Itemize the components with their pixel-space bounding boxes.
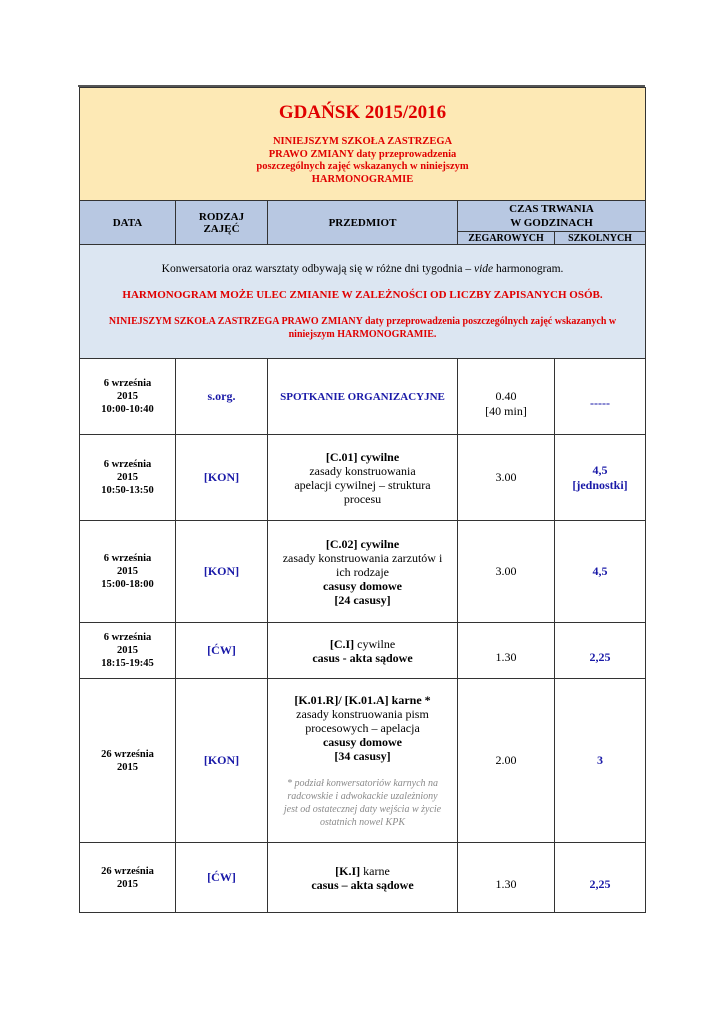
homework-count: [34 casusy] xyxy=(334,748,391,763)
row-school: 2,25 xyxy=(555,623,646,679)
info-text: harmonogram. xyxy=(493,262,564,275)
subject-line: zasady konstruowania xyxy=(309,463,416,478)
table-row xyxy=(80,521,646,623)
subject-line: procesowych – apelacja xyxy=(305,720,420,735)
subject-line: ich rodzaje xyxy=(336,564,389,579)
time-range: 10:00-10:40 xyxy=(101,404,154,415)
row-clock: 1.30 xyxy=(458,623,555,679)
info-reservation xyxy=(86,315,639,341)
title-note xyxy=(80,136,645,186)
time-range: 10:50-13:50 xyxy=(101,485,154,496)
table-row xyxy=(80,843,646,913)
row-subject xyxy=(268,843,458,913)
table-row xyxy=(80,435,646,521)
date-line: 26 września xyxy=(101,748,154,760)
subject-line: procesu xyxy=(343,491,382,506)
date-line: 2015 xyxy=(117,472,138,483)
row-date xyxy=(80,521,176,623)
row-date xyxy=(80,843,176,913)
row-clock: 3.00 xyxy=(458,435,555,521)
date-line: 2015 xyxy=(117,566,138,577)
header-subject: PRZEDMIOT xyxy=(268,201,458,245)
header-clock: ZEGAROWYCH xyxy=(458,232,555,245)
title-note-line: PRAWO ZMIANY daty przeprowadzenia xyxy=(268,148,457,160)
subject-line: apelacji cywilnej – struktura xyxy=(294,477,431,492)
case-label: casus – akta sądowe xyxy=(311,877,414,892)
header-school: SZKOLNYCH xyxy=(555,232,646,245)
date-line: 6 września xyxy=(103,378,152,389)
date-line: 6 września xyxy=(103,553,152,564)
case-label: casus - akta sądowe xyxy=(312,650,413,665)
footnote-line: ostatnich nowel KPK xyxy=(320,816,405,828)
header-kind: RODZAJ ZAJĘĆ xyxy=(176,201,268,245)
title-note-line: NINIEJSZYM SZKOŁA ZASTRZEGA xyxy=(272,136,453,147)
row-school xyxy=(555,435,646,521)
row-clock: 2.00 xyxy=(458,679,555,843)
date-line: 2015 xyxy=(117,878,138,890)
title-note-line: poszczególnych zajęć wskazanych w niniejszym xyxy=(256,161,469,172)
homework-label: casusy domowe xyxy=(322,734,402,749)
school-value: 4,5 xyxy=(592,462,608,477)
subject-line: zasady konstruowania pism xyxy=(296,706,429,721)
time-range: 15:00-18:00 xyxy=(101,579,154,590)
header-duration-line: W GODZINACH xyxy=(510,217,593,229)
subject-line: zasady konstruowania zarzutów i xyxy=(282,550,443,565)
row-subject xyxy=(268,435,458,521)
page-title: GDAŃSK 2015/2016 xyxy=(278,102,447,123)
row-school: 3 xyxy=(555,679,646,843)
info-warning: HARMONOGRAM MOŻE ULEC ZMIANIE W ZALEŻNOŚCI OD LICZBY ZAPISANYCH OSÓB. xyxy=(122,288,603,301)
date-line: 2015 xyxy=(117,761,138,773)
row-kind: s.org. xyxy=(176,359,268,435)
row-subject xyxy=(268,679,458,843)
footnote-line: * podział konwersatoriów karnych na xyxy=(286,777,439,789)
row-clock: 3.00 xyxy=(458,521,555,623)
row-kind: [KON] xyxy=(176,679,268,843)
row-date xyxy=(80,679,176,843)
footnote xyxy=(272,777,453,829)
row-date xyxy=(80,359,176,435)
title-block xyxy=(80,88,646,201)
clock-value: 0.40 xyxy=(495,388,517,403)
date-line: 6 września xyxy=(103,632,152,643)
info-emphasis: vide xyxy=(473,262,494,275)
row-school: 2,25 xyxy=(555,843,646,913)
row-kind: [KON] xyxy=(176,521,268,623)
subject-code-rest: cywilne xyxy=(354,636,396,651)
table-row xyxy=(80,679,646,843)
info-block xyxy=(80,245,646,359)
header-date: DATA xyxy=(80,201,176,245)
info-reservation-line: NINIEJSZYM SZKOŁA ZASTRZEGA PRAWO ZMIANY daty przeprowadzenia poszczególnych zajęć wskazanych w xyxy=(108,315,617,327)
row-school: 4,5 xyxy=(555,521,646,623)
date-line: 6 września xyxy=(103,459,152,470)
footnote-line: jest od ostatecznej daty wejścia w życie xyxy=(283,803,442,815)
table-row xyxy=(80,359,646,435)
table-row xyxy=(80,623,646,679)
subject-code-bold: [K.I] xyxy=(335,863,361,878)
subject-code xyxy=(272,637,453,651)
subject-code-bold: [C.I] xyxy=(329,636,355,651)
homework-count: [24 casusy] xyxy=(334,592,391,607)
schedule-table xyxy=(79,87,646,913)
row-kind: [ĆW] xyxy=(176,843,268,913)
clock-minutes: [40 min] xyxy=(485,403,527,418)
row-school: ----- xyxy=(555,359,646,435)
school-unit: [jednostki] xyxy=(572,477,628,492)
subject-code xyxy=(272,864,453,878)
row-date xyxy=(80,623,176,679)
row-date xyxy=(80,435,176,521)
subject-code: [K.01.R]/ [K.01.A] karne * xyxy=(294,692,431,707)
row-clock xyxy=(458,359,555,435)
row-subject: SPOTKANIE ORGANIZACYJNE xyxy=(268,359,458,435)
title-note-line: HARMONOGRAMIE xyxy=(311,173,414,185)
row-clock: 1.30 xyxy=(458,843,555,913)
info-reservation-line: niniejszym HARMONOGRAMIE. xyxy=(288,328,437,340)
row-kind: [KON] xyxy=(176,435,268,521)
time-range: 18:15-19:45 xyxy=(101,658,154,669)
subject-code: [C.01] cywilne xyxy=(325,449,400,464)
subject-code-rest: karne xyxy=(360,863,390,878)
date-line: 26 września xyxy=(101,865,154,877)
header-duration xyxy=(458,201,646,232)
homework-label: casusy domowe xyxy=(322,578,402,593)
info-line xyxy=(86,263,639,275)
row-subject xyxy=(268,521,458,623)
date-line: 2015 xyxy=(117,391,138,402)
date-line: 2015 xyxy=(117,645,138,656)
row-kind: [ĆW] xyxy=(176,623,268,679)
row-subject xyxy=(268,623,458,679)
footnote-line: radcowskie i adwokackie uzależniony xyxy=(287,790,438,802)
info-text: Konwersatoria oraz warsztaty odbywają się w różne dni tygodnia – xyxy=(161,262,474,275)
header-duration-line: CZAS TRWANIA xyxy=(509,203,594,215)
subject-code: [C.02] cywilne xyxy=(325,536,400,551)
